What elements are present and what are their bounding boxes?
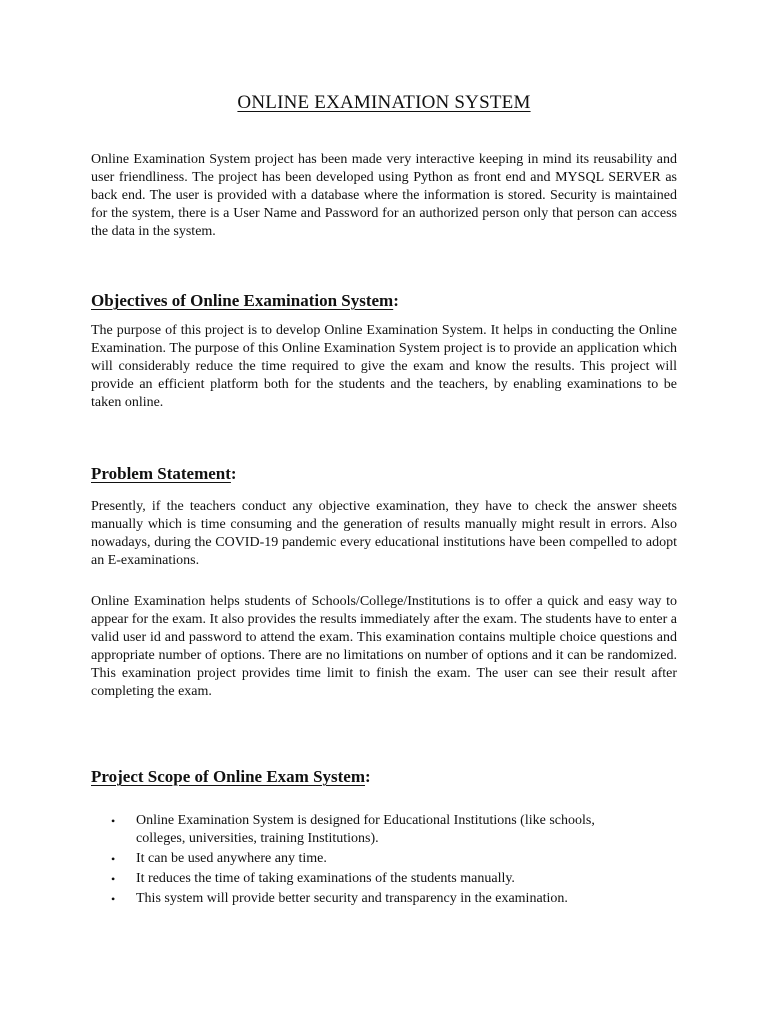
objectives-heading-text: Objectives of Online Examination System [91, 291, 394, 310]
bullet-icon: • [111, 852, 116, 866]
bullet-icon: • [111, 892, 116, 906]
list-item-text: Online Examination System is designed for Educational Institutions (like schools, colleges, universities, training Institutions). [136, 813, 595, 846]
list-item-text: It reduces the time of taking examinations of the students manually. [136, 871, 515, 886]
list-item-text: It can be used anywhere any time. [136, 851, 327, 866]
intro-paragraph: Online Examination System project has been made very interactive keeping in mind its reusability and user friendliness. The project has been developed using Python as front end and MYSQL SERVER as back end. The user is provided with a database where the information is stored. Security is maintained for the system, there is a User Name and Password for an authorized person only that person can access the data in the system. [91, 152, 677, 239]
problem-heading-colon: : [230, 464, 237, 483]
document-title: ONLINE EXAMINATION SYSTEM [237, 92, 531, 113]
scope-bullet-list [91, 812, 677, 910]
problem-paragraph-1: Presently, if the teachers conduct any objective examination, they have to check the answer sheets manually which is time consuming and the generation of results manually might result in errors. Also nowadays, during the COVID-19 pandemic every educational institutions have been compelled to adopt an E-examinations. [91, 499, 677, 568]
list-item [91, 890, 636, 908]
objectives-heading [91, 291, 399, 311]
scope-heading-text: Project Scope of Online Exam System [91, 767, 366, 786]
objectives-heading-colon: : [393, 291, 399, 310]
problem-heading-text: Problem Statement [91, 464, 231, 483]
scope-heading-colon: : [365, 767, 371, 786]
bullet-icon: • [111, 872, 116, 886]
problem-paragraph-2: Online Examination helps students of Schools/College/Institutions is to offer a quick and easy way to appear for the exam. It also provides the results immediately after the exam. The students have to enter a valid user id and password to attend the exam. This examination contains multiple choice questions and appropriate number of options. There are no limitations on number of options and it can be randomized. This examination project provides time limit to finish the exam. The user can see their result after completing the exam. [91, 594, 677, 699]
list-item-text: This system will provide better security and transparency in the examination. [136, 891, 568, 906]
list-item [91, 870, 636, 888]
bullet-icon: • [111, 814, 116, 828]
list-item [91, 812, 636, 848]
objectives-paragraph: The purpose of this project is to develop Online Examination System. It helps in conducting the Online Examination. The purpose of this Online Examination System project is to provide an application which will considerably reduce the time required to give the exam and know the results. This project will provide an efficient platform both for the students and the teachers, by enabling examinations to be taken online. [91, 323, 677, 410]
scope-heading [91, 767, 371, 787]
list-item [91, 850, 636, 868]
problem-heading [91, 464, 237, 484]
